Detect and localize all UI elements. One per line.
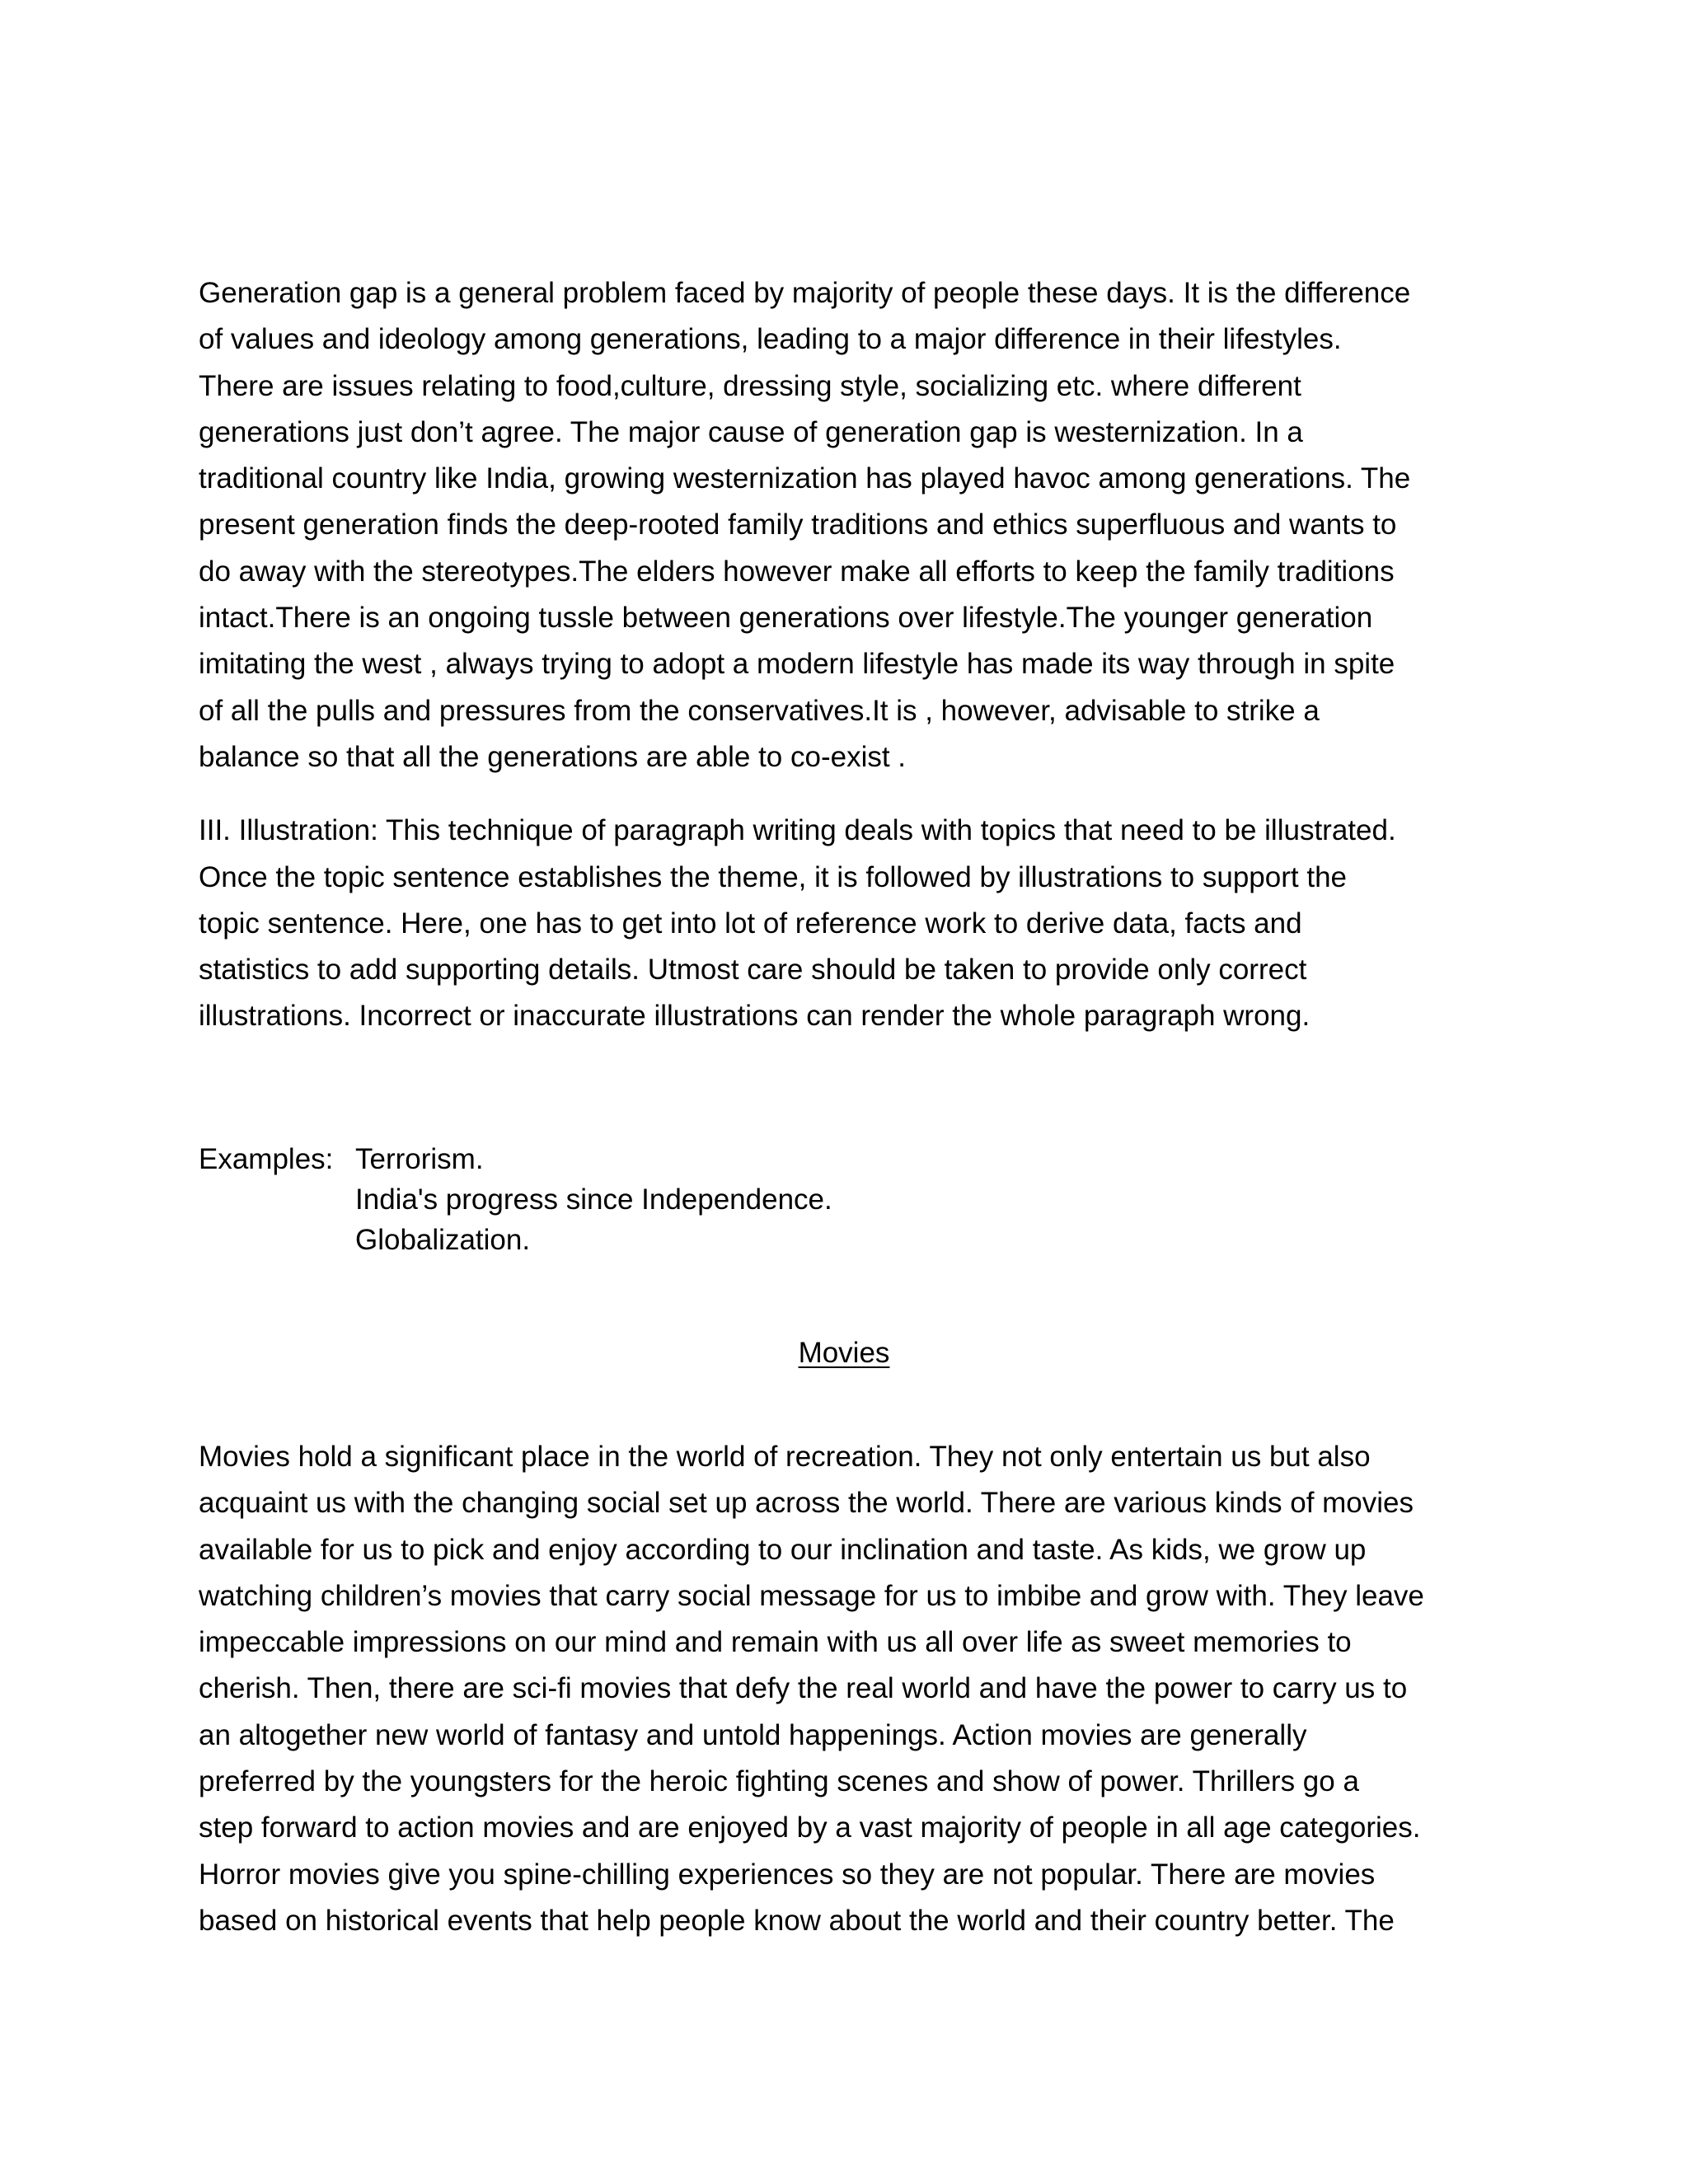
text-line: present generation finds the deep-rooted family traditions and ethics superfluous and wants to bbox=[199, 509, 1397, 541]
text-line: based on historical events that help people know about the world and their country better. The bbox=[199, 1904, 1395, 1937]
text-line: of values and ideology among generations, leading to a major difference in their lifestyles. bbox=[199, 323, 1342, 356]
body-text-top bbox=[199, 270, 1501, 1040]
text-line: traditional country like India, growing westernization has played havoc among generations. The bbox=[199, 462, 1411, 495]
list-item: India's progress since Independence. bbox=[355, 1183, 832, 1216]
text-line: generations just don’t agree. The major cause of generation gap is westernization. In a bbox=[199, 415, 1303, 448]
text-line: do away with the stereotypes.The elders however make all efforts to keep the family traditions bbox=[199, 555, 1395, 588]
section-heading bbox=[0, 1330, 1688, 1376]
text-line: an altogether new world of fantasy and untold happenings. Action movies are generally bbox=[199, 1718, 1307, 1751]
text-line: preferred by the youngsters for the heroic fighting scenes and show of power. Thrillers go a bbox=[199, 1765, 1359, 1798]
paragraph-generation-gap bbox=[199, 270, 1501, 780]
text-line: Movies hold a significant place in the world of recreation. They not only entertain us but also bbox=[199, 1441, 1371, 1473]
text-line: watching children’s movies that carry social message for us to imbibe and grow with. They leave bbox=[199, 1579, 1424, 1612]
text-line: cherish. Then, there are sci-fi movies that defy the real world and have the power to carry us to bbox=[199, 1672, 1408, 1705]
examples-list bbox=[355, 1139, 832, 1260]
text-line: statistics to add supporting details. Utmost care should be taken to provide only correct bbox=[199, 954, 1307, 987]
text-line: Once the topic sentence establishes the theme, it is followed by illustrations to support the bbox=[199, 860, 1347, 893]
heading-text: Movies bbox=[798, 1337, 890, 1369]
list-item: Terrorism. bbox=[355, 1143, 484, 1175]
text-line: balance so that all the generations are able to co-exist . bbox=[199, 740, 907, 773]
text-line: topic sentence. Here, one has to get into lot of reference work to derive data, facts and bbox=[199, 907, 1302, 940]
text-line: impeccable impressions on our mind and remain with us all over life as sweet memories to bbox=[199, 1626, 1352, 1659]
text-line: imitating the west , always trying to adopt a modern lifestyle has made its way through in spite bbox=[199, 648, 1395, 681]
text-line: Generation gap is a general problem faced by majority of people these days. It is the difference bbox=[199, 277, 1411, 309]
text-line: available for us to pick and enjoy according to our inclination and taste. As kids, we grow up bbox=[199, 1533, 1367, 1566]
examples-label: Examples: bbox=[199, 1143, 334, 1175]
paragraph-movies bbox=[199, 1434, 1501, 1944]
text-line: of all the pulls and pressures from the conservatives.It is , however, advisable to strike a bbox=[199, 694, 1320, 727]
text-line: step forward to action movies and are enjoyed by a vast majority of people in all age categories. bbox=[199, 1811, 1421, 1844]
body-text-movies bbox=[199, 1405, 1501, 1973]
text-line: III. Illustration: This technique of paragraph writing deals with topics that need to be illustrated. bbox=[199, 814, 1396, 847]
text-line: acquaint us with the changing social set up across the world. There are various kinds of movies bbox=[199, 1487, 1414, 1520]
text-line: There are issues relating to food,culture, dressing style, socializing etc. where different bbox=[199, 369, 1301, 402]
text-line: Horror movies give you spine-chilling experiences so they are not popular. There are movies bbox=[199, 1858, 1376, 1891]
text-line: intact.There is an ongoing tussle between generations over lifestyle.The younger generation bbox=[199, 602, 1373, 635]
examples-block bbox=[199, 1139, 832, 1260]
text-line: illustrations. Incorrect or inaccurate illustrations can render the whole paragraph wrong. bbox=[199, 1000, 1311, 1033]
paragraph-illustration bbox=[199, 808, 1501, 1039]
list-item: Globalization. bbox=[355, 1224, 531, 1256]
